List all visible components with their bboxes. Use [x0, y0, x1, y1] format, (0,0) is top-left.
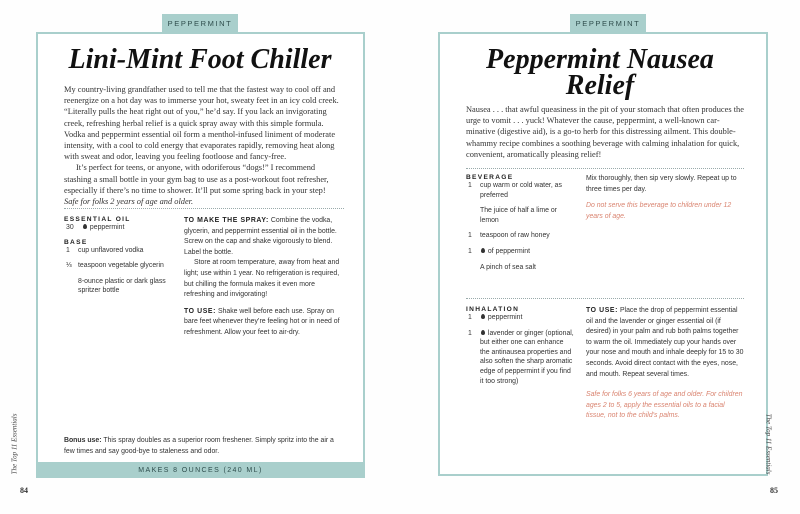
ingredient-row [64, 261, 172, 271]
safety-note: Safe for folks 2 years of age and older. [64, 197, 194, 207]
make-label: TO MAKE THE SPRAY: [184, 217, 269, 224]
use-label: TO USE: [586, 307, 619, 314]
divider [64, 208, 344, 209]
essential-oil-heading: ESSENTIAL OIL [64, 216, 131, 223]
ingredient-row [466, 313, 574, 323]
drop-icon [481, 330, 485, 335]
running-head: The Top 11 Essentials [764, 413, 773, 475]
ingredient-text: cup unflavored vodka [78, 246, 144, 254]
ingredient-text: The juice of half a lime or lemon [480, 207, 557, 224]
ingredient-row [466, 181, 574, 200]
running-head: The Top 11 Essentials [10, 413, 19, 475]
inhalation-heading: INHALATION [466, 306, 520, 313]
ingredient-row [466, 263, 574, 273]
bonus-text: This spray doubles as a superior room freshener. Simply spritz into the air a few times and say good-bye to staleness and odor. [64, 437, 334, 455]
beverage-heading: BEVERAGE [466, 174, 514, 181]
yield-band: MAKES 8 OUNCES (240 ML) [36, 462, 365, 478]
ingredient-text: A pinch of sea salt [480, 263, 536, 271]
ingredient-quantity: 30 [66, 224, 74, 231]
page-number: 84 [20, 486, 28, 495]
storage-text: Store at room temperature, away from heat and light; use within 1 year. No refrigeration is required, but chilling the formula makes it even more refreshing and invigorating! [184, 259, 340, 299]
ingredient-row [466, 231, 574, 241]
drop-icon [83, 224, 87, 229]
directions-column [184, 216, 342, 339]
beverage-ingredients [466, 174, 574, 272]
ingredient-quantity: 1 [66, 246, 70, 254]
ingredient-text: 8-ounce plastic or dark glass spritzer bottle [78, 277, 166, 295]
drop-icon [481, 314, 485, 319]
ingredient-text: cup warm or cold water, as preferred [480, 182, 562, 199]
right-page [400, 0, 800, 514]
use-text: Shake well before each use. Spray on bare feet whenever they’re feeling hot or in need of refreshment. Allow your feet to air-dry. [184, 307, 340, 336]
inhalation-ingredients [466, 306, 574, 386]
recipe-title-line-1: Peppermint Nausea [486, 44, 714, 75]
divider [466, 298, 744, 299]
ingredient-quantity: 1 [468, 329, 472, 337]
ingredient-row [466, 206, 574, 225]
drop-icon [481, 248, 485, 253]
beverage-directions [586, 174, 742, 222]
ingredient-quantity: 1 [468, 182, 472, 189]
safety-note: Safe for folks 6 years of age and older. For children ages 2 to 5, apply the essential oils to a facial tissue, not to the child’s palms. [586, 391, 743, 420]
ingredient-quantity: 1 [468, 247, 472, 255]
ingredient-quantity: 1 [468, 314, 472, 321]
make-instructions [184, 216, 342, 258]
ingredient-text: of peppermint [487, 247, 531, 255]
section-tab: PEPPERMINT [162, 14, 238, 33]
inhalation-directions [586, 306, 744, 422]
ingredient-quantity: ⅓ [66, 262, 72, 270]
use-text: Place the drop of peppermint essential oil and the lavender or ginger essential oil (if desired) in your palm and rub both palms together to warm the oil. Immediately cup your hands over your nose and mouth and inhale deeply for 15 to 30 seconds. Avoid direct contact with the eyes, nose, and mouth. Repeat several times. [586, 307, 744, 378]
recipe-title-line-2: Relief [565, 70, 635, 101]
intro-paragraph-1: My country-living grandfather used to tell me that the fastest way to cool off and reenergize on a hot day was to immerse your hot, sweaty feet in an icy cold creek. “Literally pulls the heat right out of you,” he’d say. If you lack an invigorating creek, refreshing herbal relief is a quick spray away with this simple formula. Vodka and peppermint essential oil form a menthol-infused liniment of moderate intensity, with a cool to cold energy that evaporates rapidly, removing heat along with sweat and odor, leaving you feeling footloose and fancy-free. [64, 85, 339, 162]
ingredient-row [64, 246, 172, 256]
ingredient-row [64, 277, 172, 296]
ingredient-quantity: 1 [468, 232, 472, 240]
ingredient-text: teaspoon of raw honey [480, 232, 550, 240]
ingredient-row [466, 329, 574, 387]
recipe-title: Lini-Mint Foot Chiller [68, 44, 332, 75]
intro-text [64, 84, 344, 207]
make-text: Combine the vodka, glycerin, and peppermint essential oil in the bottle. Screw on the cap and shake vigorously to blend. Label the bottle. [184, 217, 337, 256]
bonus-label: Bonus use: [64, 437, 102, 444]
intro-text: Nausea . . . that awful queasiness in the pit of your stomach that often produces the urge to vomit . . . yuck! Whatever the cause, peppermint, a well-known carminative (digestive aid), is a go-to herb for this distressing ailment. This double-whammy recipe combines a soothing beverage with calming inhalation for quick, convenient, aromatically pleasing relief! [466, 105, 744, 159]
use-instructions [586, 306, 744, 380]
use-instructions [184, 307, 342, 339]
divider [466, 168, 744, 169]
ingredient-text: lavender or ginger (optional, but either one can enhance the antinausea properties and also soften the sharp aromatic edge of peppermint if you find it too strong) [480, 329, 574, 385]
use-label: TO USE: [184, 307, 217, 315]
beverage-warning: Do not serve this beverage to children under 12 years of age. [586, 202, 732, 220]
page-number: 85 [770, 486, 778, 495]
section-tab: PEPPERMINT [570, 14, 646, 33]
ingredient-text: peppermint [487, 314, 523, 321]
intro-paragraph-2: It’s perfect for teens, or anyone, with odoriferous “dogs!” I recommend stashing a small bottle in your gym bag to use as a post-workout foot refresher, especially if there’s no time to shower. It’ll put some spring back in your step! [64, 163, 329, 195]
mix-text: Mix thoroughly, then sip very slowly. Repeat up to three times per day. [586, 175, 737, 193]
ingredient-text: peppermint [89, 224, 125, 231]
ingredient-text: teaspoon vegetable glycerin [78, 262, 164, 270]
ingredients-column [64, 216, 172, 296]
ingredient-row [466, 247, 574, 257]
ingredient-row [64, 223, 172, 233]
bonus-use [64, 436, 346, 457]
base-heading: BASE [64, 238, 88, 246]
